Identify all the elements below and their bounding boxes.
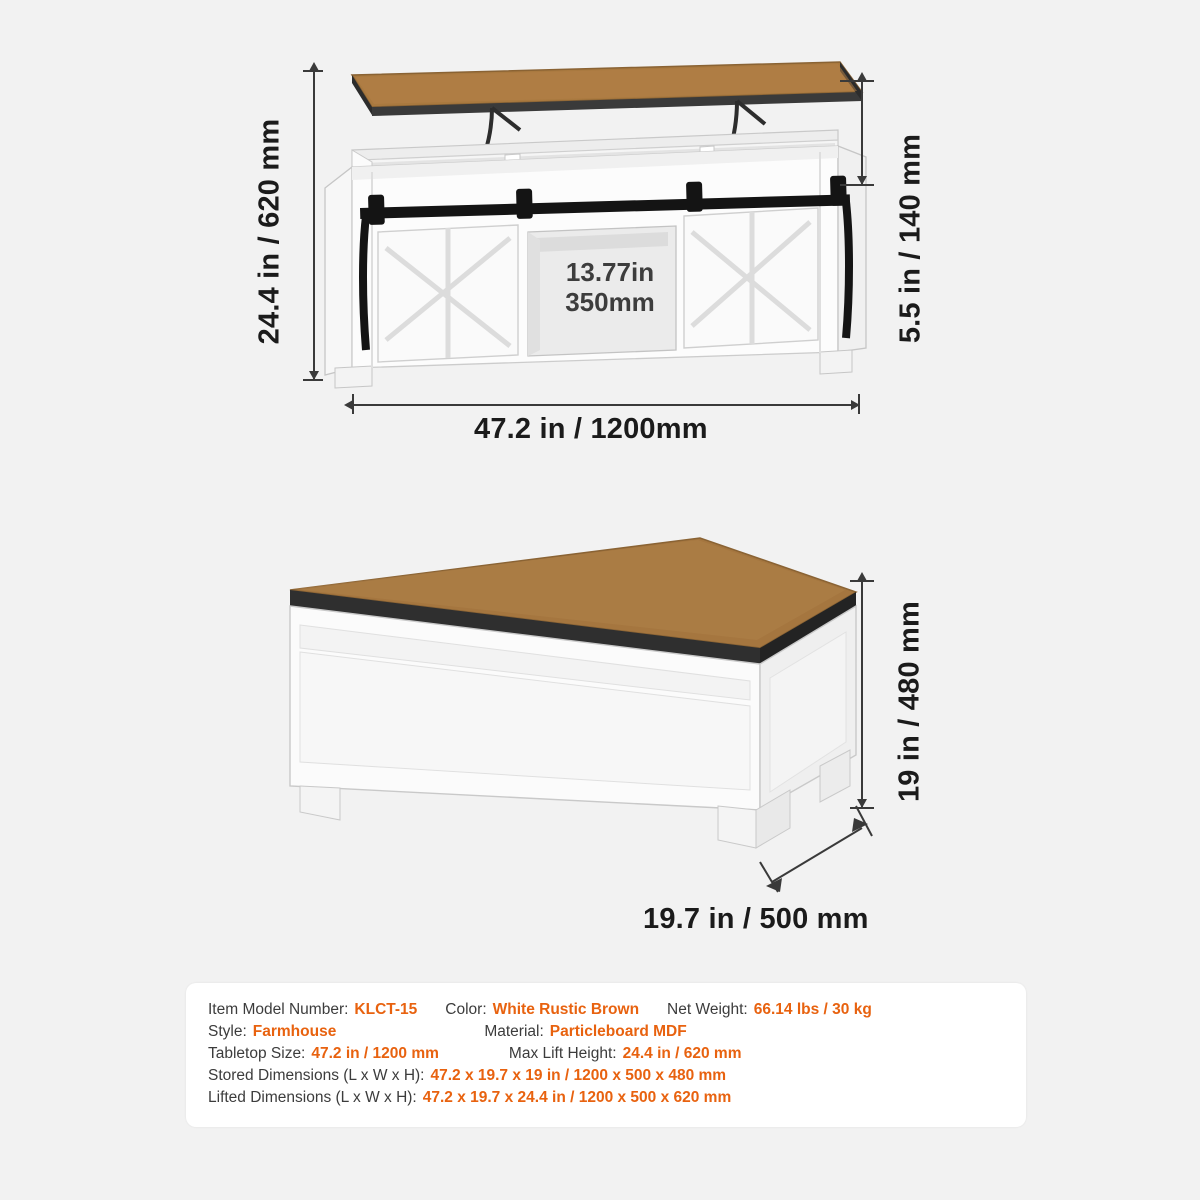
spec-value: Farmhouse <box>252 1023 337 1040</box>
spec-label: Material: <box>484 1023 544 1040</box>
spec-row <box>208 1023 1004 1041</box>
spec-label: Color: <box>445 1001 487 1018</box>
spec-label: Style: <box>208 1023 247 1040</box>
spec-label: Net Weight: <box>667 1001 748 1018</box>
lift-height-label: 5.5 in / 140 mm <box>894 133 927 344</box>
spec-value: KLCT-15 <box>354 1001 418 1018</box>
inner-gap-line-1: 13.77in <box>565 257 655 287</box>
spec-label: Stored Dimensions (L x W x H): <box>208 1067 425 1084</box>
spec-row <box>208 1089 1004 1107</box>
spec-value: White Rustic Brown <box>492 1001 640 1018</box>
spec-value: 66.14 lbs / 30 kg <box>753 1001 872 1018</box>
spec-value: 47.2 x 19.7 x 24.4 in / 1200 x 500 x 620 mm <box>422 1089 732 1106</box>
inner-gap-line-2: 350mm <box>565 286 655 317</box>
spec-value: 47.2 x 19.7 x 19 in / 1200 x 500 x 480 mm <box>430 1067 727 1084</box>
stored-height-label: 19 in / 480 mm <box>893 600 926 803</box>
lifted-height-label: 24.4 in / 620 mm <box>253 118 286 345</box>
spec-row <box>208 1001 1004 1019</box>
spec-label: Max Lift Height: <box>508 1045 617 1062</box>
spec-value: 47.2 in / 1200 mm <box>311 1045 439 1062</box>
spec-label: Item Model Number: <box>208 1001 349 1018</box>
spec-label: Lifted Dimensions (L x W x H): <box>208 1089 417 1106</box>
width-label: 47.2 in / 1200mm <box>474 413 708 445</box>
spec-value: 24.4 in / 620 mm <box>622 1045 742 1062</box>
specifications-panel <box>186 983 1026 1127</box>
spec-row <box>208 1067 1004 1085</box>
spec-value: Particleboard MDF <box>549 1023 687 1040</box>
spec-label: Tabletop Size: <box>208 1045 306 1062</box>
spec-row <box>208 1045 1004 1063</box>
depth-label: 19.7 in / 500 mm <box>643 903 869 935</box>
